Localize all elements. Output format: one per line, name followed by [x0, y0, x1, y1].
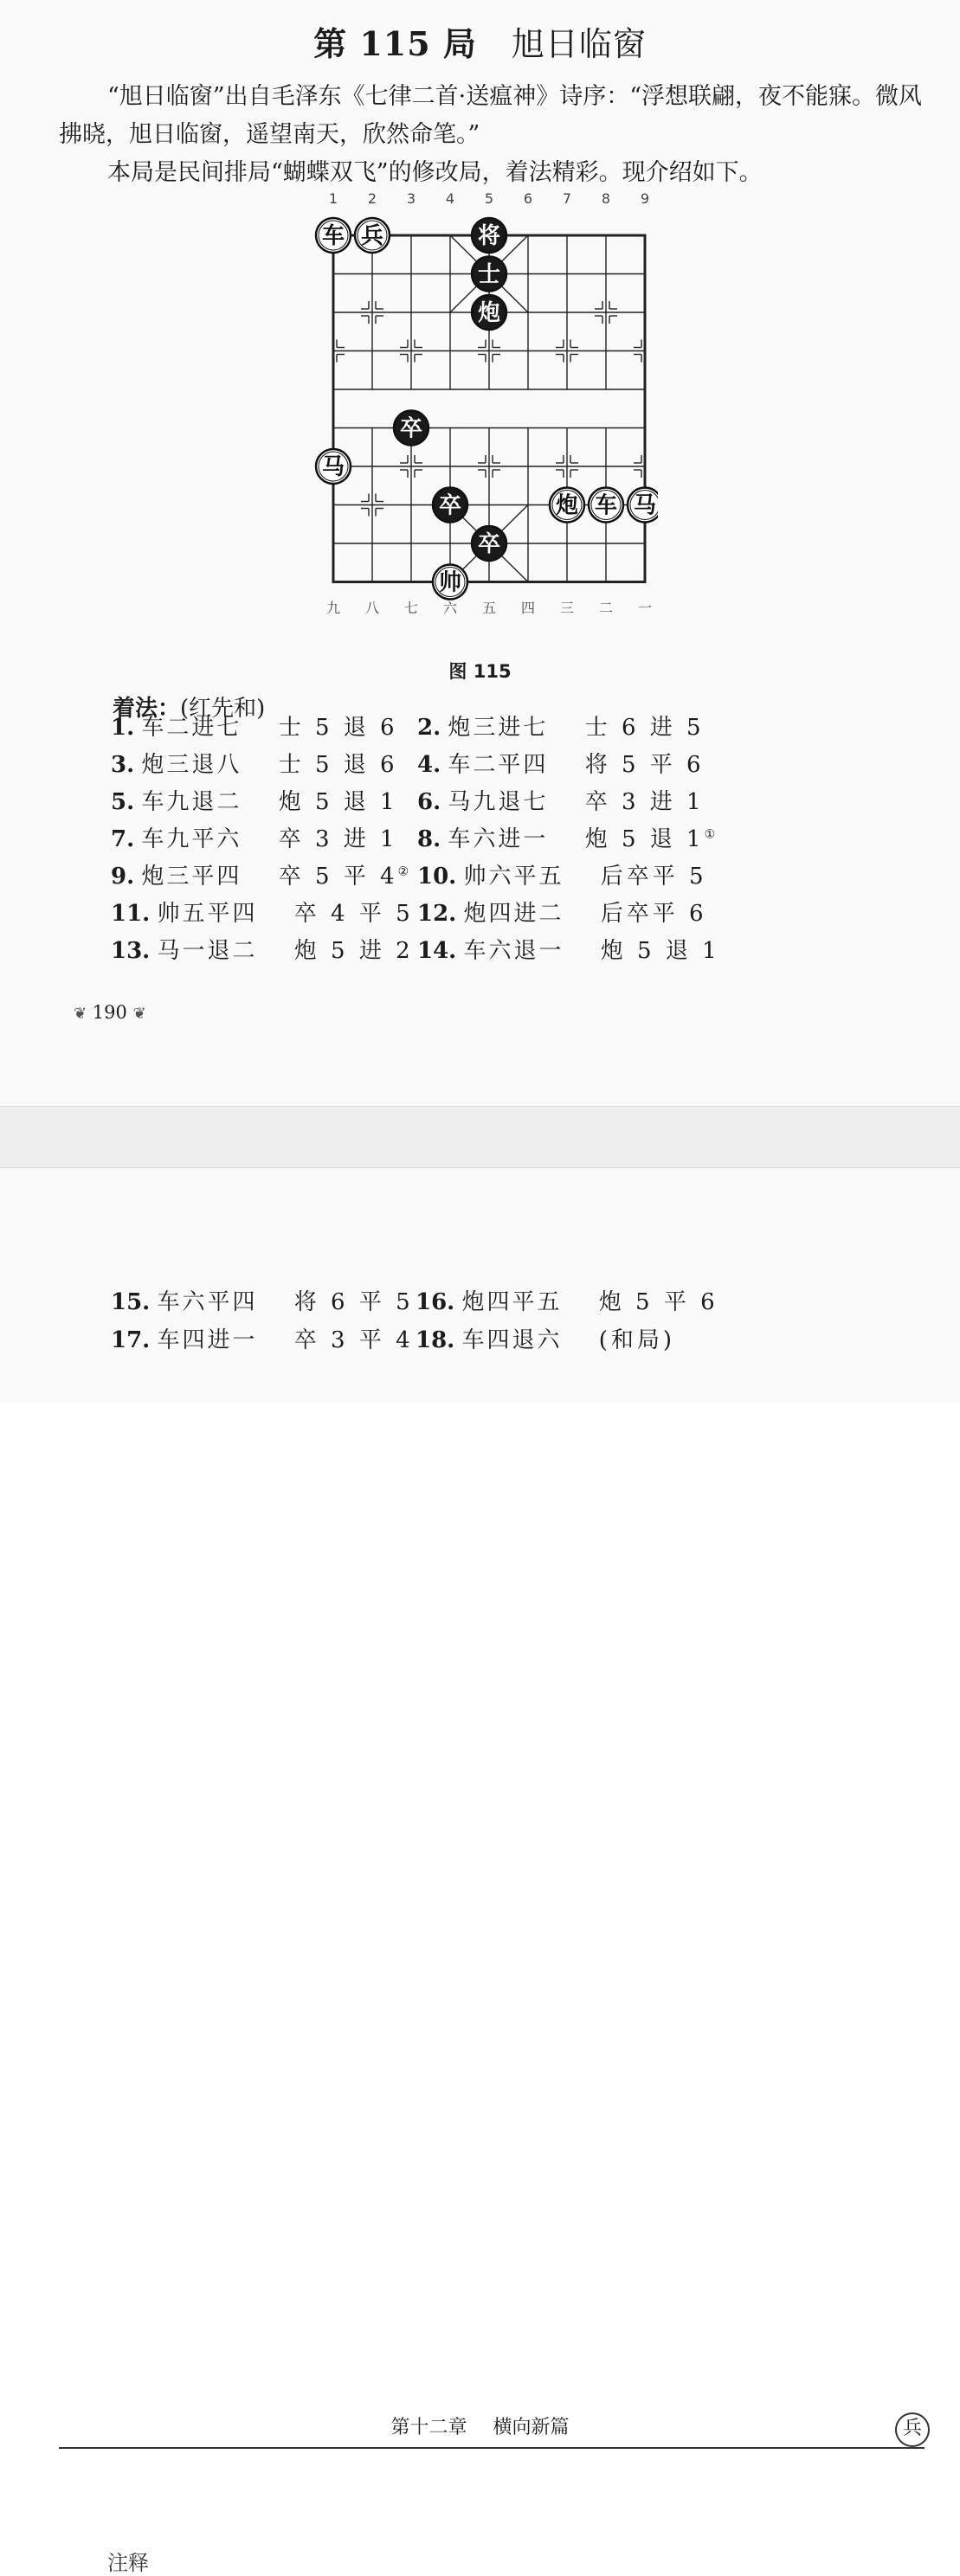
move-entry: [111, 710, 398, 742]
move-entry: [111, 933, 414, 965]
file-number: 7: [562, 190, 572, 207]
file-number: 9: [640, 190, 650, 207]
red-move: 车六平四: [157, 1289, 258, 1315]
move-number: 4.: [417, 752, 441, 778]
page-gap: [0, 1106, 960, 1168]
black-move: 后卒平 6: [600, 901, 707, 927]
footnote-mark: ②: [397, 864, 409, 879]
piece-label: 炮: [477, 300, 501, 326]
page-number-value: 190: [92, 1002, 127, 1023]
move-number: 11.: [111, 901, 151, 927]
file-number: 九: [325, 600, 341, 616]
move-entry: [111, 747, 398, 779]
notes-heading-partial: 注释: [107, 2551, 149, 2575]
move-number: 15.: [111, 1289, 151, 1315]
piece-label: 马: [633, 492, 657, 519]
move-number: 8.: [417, 826, 441, 852]
move-number: 9.: [111, 864, 135, 890]
red-move: 马九退七: [448, 789, 549, 815]
move-number: 16.: [416, 1289, 455, 1315]
piece-label: 卒: [477, 531, 501, 557]
piece-label: 卒: [399, 415, 423, 442]
black-move: 卒 4 平 5: [293, 901, 414, 927]
move-number: 3.: [111, 752, 135, 778]
black-move: 卒 5 平 4: [278, 864, 398, 890]
move-entry: [416, 1322, 675, 1354]
black-move: 士 6 进 5: [584, 715, 705, 741]
piece-label: 车: [594, 492, 618, 519]
black-move: 卒 3 进 1: [278, 826, 398, 852]
piece-label: 将: [477, 223, 501, 249]
file-number: 2: [367, 190, 377, 207]
red-move: 车六进一: [448, 826, 549, 852]
file-number: 四: [520, 600, 536, 616]
move-number: 5.: [111, 789, 135, 815]
black-piece: [472, 218, 506, 253]
move-entry: [417, 896, 707, 928]
file-number: 六: [442, 600, 458, 616]
move-entry: [417, 858, 707, 890]
header-rule: [59, 2447, 925, 2449]
red-move: 车九退二: [141, 789, 242, 815]
chapter-label: 第十二章: [390, 2417, 467, 2438]
black-move: 炮 5 进 2: [293, 938, 414, 964]
move-entry: [111, 784, 398, 816]
red-move: 车二进七: [141, 715, 242, 741]
move-entry: [111, 1322, 414, 1354]
black-move: 士 5 退 6: [278, 752, 398, 778]
move-entry: [111, 821, 398, 853]
section-label: 横向新篇: [493, 2417, 570, 2438]
black-move: 炮 5 退 1: [600, 938, 720, 964]
move-number: 1.: [111, 715, 135, 741]
move-entry: [111, 1284, 414, 1316]
ornament-icon: ❦: [74, 1005, 87, 1023]
ornament-icon: ❦: [132, 1005, 146, 1023]
move-number: 7.: [111, 826, 135, 852]
black-move: 士 5 退 6: [278, 715, 398, 741]
file-number: 五: [481, 600, 497, 616]
piece-label: 卒: [438, 492, 462, 519]
red-piece: [550, 488, 584, 523]
piece-label: 士: [477, 261, 501, 288]
move-entry: [111, 896, 414, 928]
move-number: 12.: [417, 901, 457, 927]
page-191: [0, 1168, 960, 2575]
move-number: 18.: [416, 1327, 455, 1353]
page-190: [0, 0, 960, 1106]
xiangqi-board: [312, 215, 658, 604]
file-number: 三: [559, 600, 575, 616]
move-entry: [111, 858, 409, 890]
black-piece: [394, 411, 428, 446]
file-number: 一: [637, 600, 653, 616]
red-move: 车四退六: [461, 1327, 563, 1353]
black-move: 将 5 平 6: [584, 752, 705, 778]
move-number: 2.: [417, 715, 441, 741]
move-number: 13.: [111, 938, 151, 964]
black-piece: [472, 295, 506, 330]
file-number: 七: [403, 600, 419, 616]
red-move: 车九平六: [141, 826, 242, 852]
piece-label: 兵: [360, 223, 384, 249]
moves-heading-label: 着法：: [113, 696, 181, 722]
file-number: 二: [598, 600, 614, 616]
figure-caption: 图 115: [448, 661, 512, 682]
black-move: 炮 5 退 1: [278, 789, 398, 815]
red-piece: [628, 488, 658, 523]
red-move: 帅六平五: [463, 864, 564, 890]
black-move: 卒 3 进 1: [584, 789, 705, 815]
file-number: 4: [445, 190, 455, 207]
running-header: [0, 2412, 960, 2439]
red-piece: [355, 218, 390, 253]
file-number: 3: [406, 190, 416, 207]
move-entry: [417, 710, 705, 742]
game-title: [0, 17, 960, 65]
black-move: 将 6 平 5: [293, 1289, 414, 1315]
red-piece: [316, 218, 351, 253]
piece-label: 马: [321, 454, 345, 480]
black-move: 后卒平 5: [600, 864, 707, 890]
red-move: 帅五平四: [157, 901, 258, 927]
piece-label: 车: [321, 223, 345, 249]
file-number: 1: [328, 190, 338, 207]
red-move: 车四进一: [157, 1327, 258, 1353]
moves-heading-note: (红先和): [180, 696, 266, 722]
move-entry: [417, 747, 705, 779]
file-number: 8: [601, 190, 611, 207]
piece-label: 炮: [555, 492, 579, 519]
move-number: 6.: [417, 789, 441, 815]
move-entry: [416, 1284, 718, 1316]
red-move: 车二平四: [448, 752, 549, 778]
intro-paragraph: 本局是民间排局“蝴蝶双飞”的修改局，着法精彩。现介绍如下。: [107, 159, 763, 186]
move-entry: [417, 784, 705, 816]
move-number: 10.: [417, 864, 457, 890]
black-piece: [433, 488, 467, 523]
red-move: 炮四进二: [463, 901, 564, 927]
move-number: 14.: [417, 938, 457, 964]
move-number: 17.: [111, 1327, 151, 1353]
black-move: 卒 3 平 4: [293, 1327, 414, 1353]
red-move: 炮三进七: [448, 715, 549, 741]
file-number: 6: [523, 190, 533, 207]
footnote-mark: ①: [704, 827, 716, 842]
red-move: 炮四平五: [461, 1289, 563, 1315]
move-entry: [417, 821, 715, 853]
red-move: 马一退二: [157, 938, 258, 964]
red-piece: [433, 565, 467, 600]
black-move: (和局): [598, 1327, 676, 1353]
red-move: 炮三退八: [141, 752, 242, 778]
intro-paragraph: “旭日临窗”出自毛泽东《七律二首·送瘟神》诗序：“浮想联翩，夜不能寐。微风拂晓，旭日临窗，遥望南天，欣然命笔。”: [59, 83, 922, 148]
piece-label: 帅: [438, 569, 462, 596]
page-number: [74, 1002, 146, 1023]
game-name: 旭日临窗: [511, 25, 647, 63]
file-number: 八: [364, 600, 380, 616]
game-number: 第 115 局: [313, 24, 477, 63]
black-piece: [472, 526, 506, 561]
black-move: 炮 5 退 1: [584, 826, 705, 852]
red-move: 炮三平四: [141, 864, 242, 890]
black-move: 炮 5 平 6: [598, 1289, 718, 1315]
soldier-badge-icon: 兵: [895, 2412, 930, 2447]
red-piece: [316, 449, 351, 484]
black-piece: [472, 257, 506, 292]
red-piece: [589, 488, 623, 523]
move-entry: [417, 933, 720, 965]
red-move: 车六退一: [463, 938, 564, 964]
file-number: 5: [484, 190, 494, 207]
